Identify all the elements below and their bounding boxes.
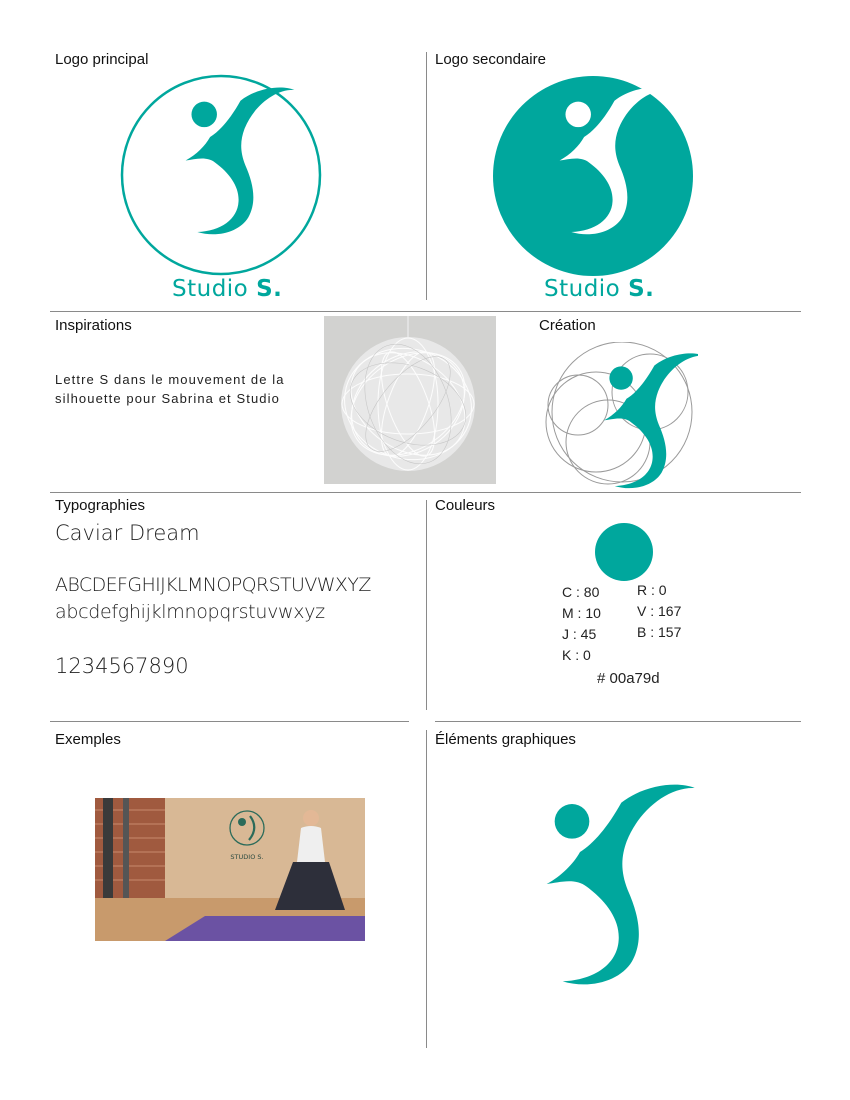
divider-middle [426, 500, 427, 710]
section-title-couleurs: Couleurs [435, 497, 496, 514]
divider-row-3-left [50, 721, 409, 722]
logo-secondaire-mark [492, 72, 697, 304]
color-swatch [595, 523, 653, 581]
divider-row-2 [50, 492, 801, 493]
section-title-logo-secondaire: Logo secondaire [435, 51, 546, 68]
section-title-elements-graphiques: Éléments graphiques [435, 731, 576, 748]
font-name: Caviar Dream [55, 521, 200, 545]
graphic-element-mark [520, 772, 700, 1000]
section-title-creation: Création [539, 317, 596, 334]
rgb-values [637, 580, 681, 643]
rgb-v: V : 167 [637, 603, 682, 619]
hex-code: # 00a79d [597, 670, 660, 687]
section-title-logo-principal: Logo principal [55, 51, 149, 68]
divider-row-1 [50, 311, 801, 312]
font-sample-lowercase: abcdefghijklmnopqrstuvwxyz [55, 601, 325, 623]
logo-principal-mark [120, 72, 325, 304]
brand-initial: S. [628, 276, 655, 302]
rgb-r: R : 0 [637, 582, 667, 598]
divider-bottom [426, 730, 427, 1048]
font-sample-uppercase: ABCDEFGHIJKLMNOPQRSTUVWXYZ [55, 574, 371, 596]
logo-secondaire [492, 72, 697, 304]
brand-word: Studio [172, 276, 249, 302]
cmyk-values [562, 582, 601, 666]
divider-top [426, 52, 427, 300]
brand-initial: S. [256, 276, 283, 302]
section-title-inspirations: Inspirations [55, 317, 132, 334]
logo-principal [120, 72, 325, 304]
font-sample-digits: 1234567890 [55, 654, 189, 678]
divider-row-3-right [435, 721, 801, 722]
inspiration-photo-lamp [324, 316, 496, 484]
example-logo-caption: STUDIO S. [230, 853, 264, 861]
cmyk-m: M : 10 [562, 605, 601, 621]
inspirations-description: Lettre S dans le mouvement de la silhouette pour Sabrina et Studio [55, 372, 285, 406]
cmyk-c: C : 80 [562, 584, 600, 600]
brand-name-principal [172, 276, 282, 302]
brand-word: Studio [544, 276, 621, 302]
cmyk-k: K : 0 [562, 647, 591, 663]
brand-name-secondaire [544, 276, 654, 302]
section-title-exemples: Exemples [55, 731, 121, 748]
example-yoga-photo [95, 798, 365, 941]
creation-construction-sketch [538, 342, 698, 490]
rgb-b: B : 157 [637, 624, 682, 640]
section-title-typographies: Typographies [55, 497, 146, 514]
cmyk-j: J : 45 [562, 626, 597, 642]
